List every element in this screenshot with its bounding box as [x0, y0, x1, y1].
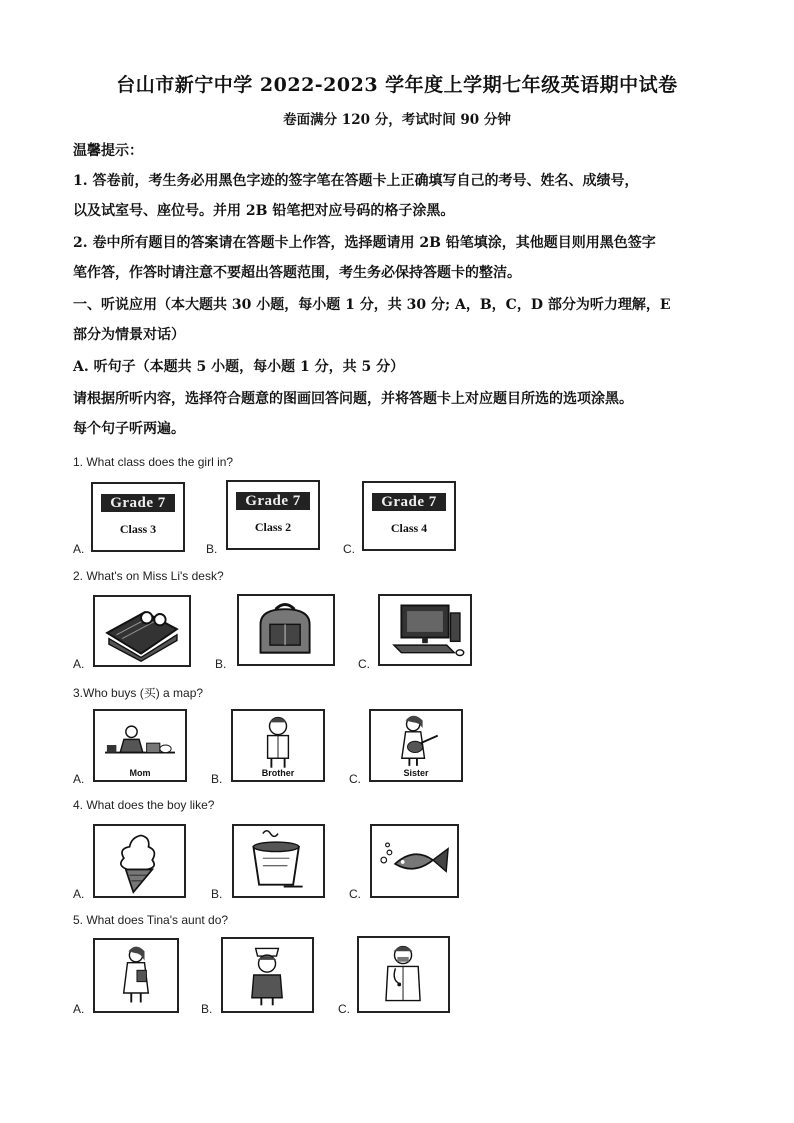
doctor-icon: [359, 938, 448, 1011]
question-2-image-c: [378, 594, 472, 666]
question-3-text: 3.Who buys (买) a map?: [73, 686, 204, 700]
picture-caption: Sister: [403, 768, 429, 778]
book-glasses-icon: [95, 597, 189, 665]
question-2-text: 2. What's on Miss Li's desk?: [73, 569, 224, 583]
option-label: C.: [343, 542, 355, 556]
picture-caption: Brother: [261, 768, 295, 778]
option-label: A.: [73, 772, 85, 786]
instruction-2-line-1: 2. 卷中所有题目的答案请在答题卡上作答，选择题请用 2B 铅笔填涂，其他题目则用黑色签字: [73, 235, 656, 251]
instruction-1-line-2: 以及试室号、座位号。并用 2B 铅笔把对应号码的格子涂黑。: [73, 203, 455, 219]
option-label: A.: [73, 887, 85, 901]
question-5-image-a: [93, 938, 179, 1013]
page-subtitle: 卷面满分 120 分，考试时间 90 分钟: [283, 112, 511, 128]
option-label: A.: [73, 1002, 85, 1016]
option-label: C.: [338, 1002, 350, 1016]
option-label: B.: [201, 1002, 213, 1016]
option-label: A.: [73, 542, 85, 556]
instruction-2-line-2: 笔作答，作答时请注意不要超出答题范围，考生务必保持答题卡的整洁。: [73, 265, 521, 281]
question-5-image-b: [221, 937, 314, 1013]
computer-icon: [380, 596, 470, 664]
directions-line-2: 每个句子听两遍。: [73, 421, 185, 437]
nurse-icon: [223, 939, 312, 1011]
question-1-image-a: [91, 482, 185, 552]
picture-caption: Mom: [129, 768, 151, 778]
option-label: C.: [349, 772, 361, 786]
grade-banner: Grade 7: [236, 492, 310, 510]
question-4-text: 4. What does the boy like?: [73, 798, 215, 812]
option-label: B.: [215, 657, 227, 671]
option-label: B.: [206, 542, 218, 556]
instruction-1-line-1: 1. 答卷前，考生务必用黑色字迹的签字笔在答题卡上正确填写自己的考号、姓名、成绩号，: [73, 173, 639, 189]
question-5-text: 5. What does Tina's aunt do?: [73, 913, 229, 927]
directions-line-1: 请根据所听内容，选择符合题意的图画回答问题，并将答题卡上对应题目所选的选项涂黑。: [73, 391, 633, 407]
page-title: 台山市新宁中学 2022-2023 学年度上学期七年级英语期中试卷: [116, 74, 678, 96]
class-label: Class 4: [390, 521, 428, 535]
instructions-heading: 温馨提示：: [73, 143, 143, 159]
class-label: Class 2: [254, 520, 292, 534]
question-1-image-b: [226, 480, 320, 550]
question-1-image-c: [362, 481, 456, 551]
question-3-image-c: [369, 709, 463, 782]
question-4-image-c: [370, 824, 459, 898]
option-label: C.: [358, 657, 370, 671]
part-a-heading: A. 听句子（本题共 5 小题，每小题 1 分，共 5 分）: [73, 359, 405, 375]
question-2-image-a: [93, 595, 191, 667]
section-1-line-1: 一、听说应用（本大题共 30 小题，每小题 1 分，共 30 分; A，B，C，D 部分为听力理解，E: [73, 297, 671, 313]
ice-cream-icon: [95, 826, 184, 896]
grade-banner: Grade 7: [101, 494, 175, 512]
question-1-text: 1. What class does the girl in?: [73, 455, 234, 469]
option-label: A.: [73, 657, 85, 671]
question-4-image-b: [232, 824, 325, 898]
fish-icon: [372, 826, 457, 896]
option-label: B.: [211, 887, 223, 901]
schoolbag-icon: [239, 596, 333, 664]
question-4-image-a: [93, 824, 186, 898]
grade-banner: Grade 7: [372, 493, 446, 511]
question-3-image-b: [231, 709, 325, 782]
question-5-image-c: [357, 936, 450, 1013]
option-label: C.: [349, 887, 361, 901]
noodles-icon: [234, 826, 323, 896]
teacher-icon: [95, 940, 177, 1011]
option-label: B.: [211, 772, 223, 786]
section-1-line-2: 部分为情景对话）: [73, 327, 185, 343]
question-2-image-b: [237, 594, 335, 666]
question-3-image-a: [93, 709, 187, 782]
class-label: Class 3: [119, 522, 157, 536]
